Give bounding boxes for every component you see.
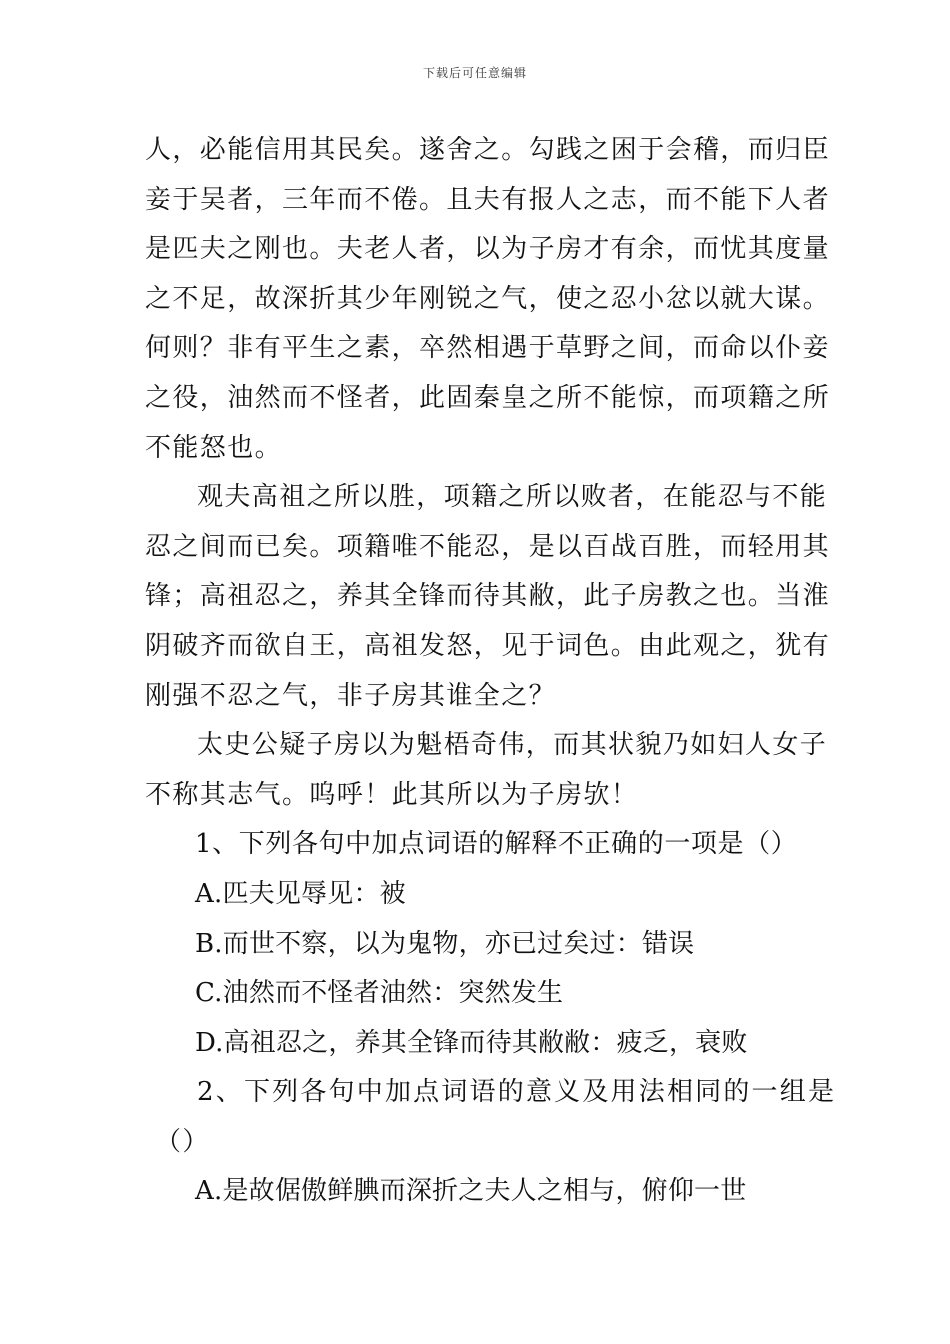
text-line: 妾于吴者，三年而不倦。且夫有报人之志，而不能下人者 xyxy=(145,184,831,215)
question-1-option-a: A.匹夫见辱见：被 xyxy=(195,878,406,909)
text-line: 之役，油然而不怪者，此固秦皇之所不能惊，而项籍之所 xyxy=(145,382,831,413)
question-1-option-d: D.高祖忍之，养其全锋而待其敝敝：疲乏，衰败 xyxy=(195,1027,748,1058)
text-line: 不能怒也。 xyxy=(145,432,283,463)
page-header: 下载后可任意编辑 xyxy=(422,66,527,80)
question-2-title-continued: （） xyxy=(155,1126,210,1157)
text-line: 不称其志气。呜呼！此其所以为子房欤！ xyxy=(145,779,639,810)
question-2-title: 2、下列各句中加点词语的意义及用法相同的一组是 xyxy=(197,1077,837,1108)
question-1-title: 1、下列各句中加点词语的解释不正确的一项是（） xyxy=(195,829,798,860)
text-line: 阴破齐而欲自王，高祖发怒，见于词色。由此观之，犹有 xyxy=(145,630,831,661)
text-line: 是匹夫之刚也。夫老人者，以为子房才有余，而忧其度量 xyxy=(145,234,831,265)
paragraph-first-line: 观夫高祖之所以胜，项籍之所以败者，在能忍与不能 xyxy=(197,482,828,513)
paragraph-first-line: 太史公疑子房以为魁梧奇伟，而其状貌乃如妇人女子 xyxy=(197,730,828,761)
question-2-option-a: A.是故倨傲鲜腆而深折之夫人之相与，俯仰一世 xyxy=(195,1176,747,1207)
document-body xyxy=(145,126,837,1217)
question-1-option-c: C.油然而不怪者油然：突然发生 xyxy=(195,978,564,1009)
text-line: 之不足，故深折其少年刚锐之气，使之忍小忿以就大谋。 xyxy=(145,283,831,314)
text-line: 刚强不忍之气，非子房其谁全之？ xyxy=(145,680,557,711)
text-line: 锋；高祖忍之，养其全锋而待其敝，此子房教之也。当淮 xyxy=(145,581,831,612)
text-line: 人，必能信用其民矣。遂舍之。勾践之困于会稽，而归臣 xyxy=(145,135,831,165)
question-1-option-b: B.而世不察，以为鬼物，亦已过矣过：错误 xyxy=(195,928,695,959)
text-line: 何则？非有平生之素，卒然相遇于草野之间，而命以仆妾 xyxy=(145,333,831,364)
text-line: 忍之间而已矣。项籍唯不能忍，是以百战百胜，而轻用其 xyxy=(145,531,831,562)
